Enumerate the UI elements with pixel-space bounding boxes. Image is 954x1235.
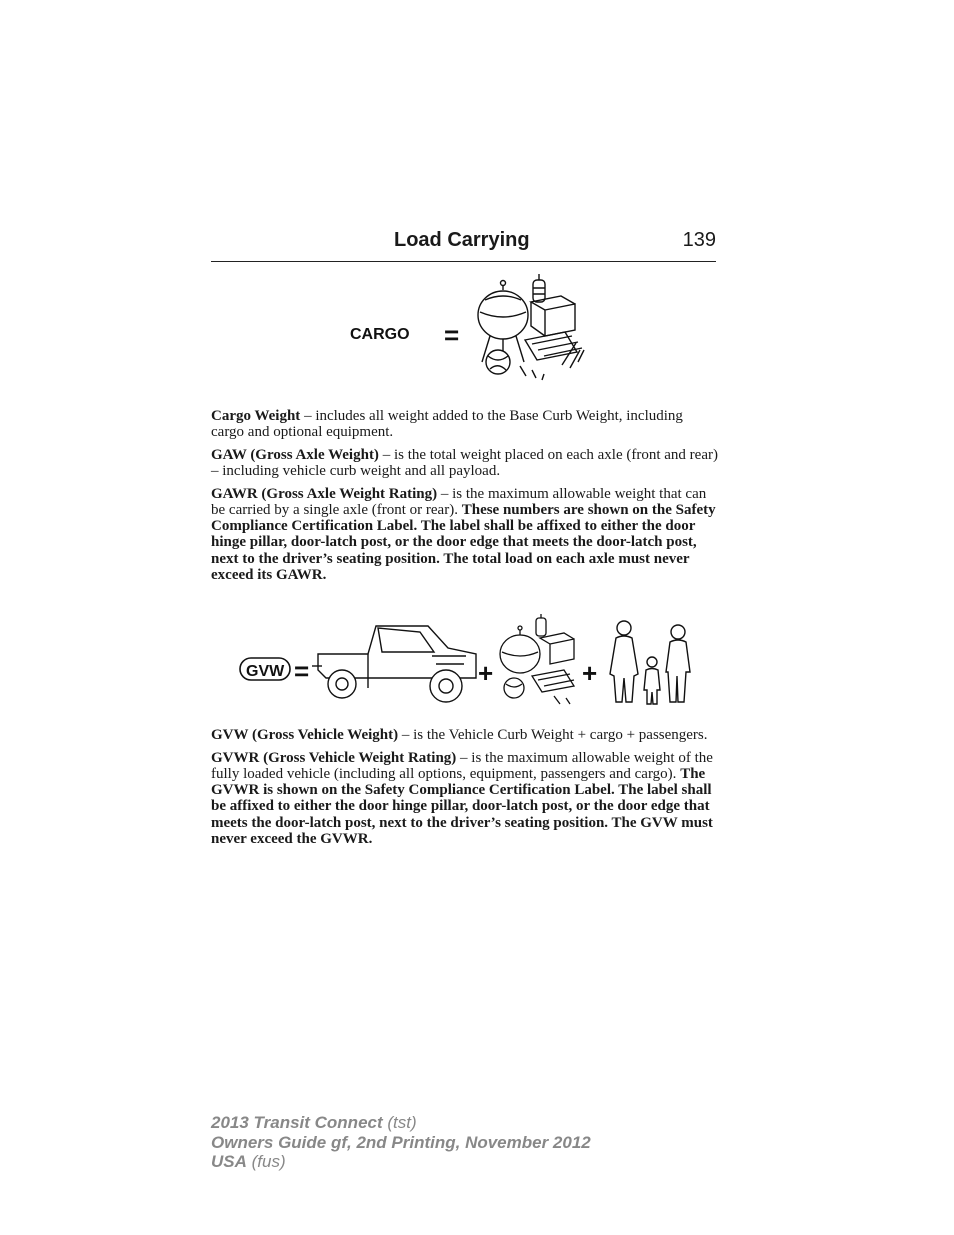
gvwr-paragraph [211, 750, 719, 847]
cargo-weight-paragraph [211, 408, 719, 440]
gawr-desc: – is the maximum allowable weight that can be carried by a single axle (front or rear). [211, 485, 707, 519]
footer-guide: Owners Guide gf, 2nd Printing, November 2012 [211, 1132, 591, 1152]
footer-line-3 [211, 1152, 591, 1172]
footer-vehicle: 2013 Transit Connect [211, 1113, 383, 1132]
gaw-desc: – is the total weight placed on each axle (front and rear) – including vehicle curb weight and all payload. [211, 446, 718, 480]
section-title: Load Carrying [394, 229, 530, 251]
gawr-note: These numbers are shown on the Safety Compliance Certification Label. The label shall be affixed to either the door hinge pillar, door-latch post, or the door edge that meets the door-latch post, next to the driver’s seating position. The total load on each axle must never exceed its GAWR. [211, 502, 716, 583]
gvw-label: GVW [246, 663, 285, 680]
cargo-weight-desc: – includes all weight added to the Base Curb Weight, including cargo and optional equipment. [211, 408, 683, 441]
footer-market-code: (fus) [246, 1152, 286, 1171]
footer-line-1 [211, 1113, 591, 1133]
gawr-paragraph [211, 486, 719, 583]
footer-line-2 [211, 1133, 591, 1153]
cargo-weight-term: Cargo Weight [211, 408, 301, 424]
gvw-equals: = [294, 656, 310, 686]
pickup-truck-icon [312, 626, 476, 702]
cargo-equals: = [444, 320, 460, 350]
body-section-1 [211, 408, 719, 590]
cargo-label: CARGO [350, 326, 410, 343]
cargo-items-icon [478, 274, 584, 380]
gvw-term: GVW (Gross Vehicle Weight) [211, 727, 399, 743]
gaw-paragraph [211, 447, 719, 479]
gvw-plus-2: + [582, 658, 598, 688]
footer-vehicle-code: (tst) [382, 1113, 417, 1132]
cargo-figure [340, 270, 590, 390]
page-header [211, 229, 716, 262]
gawr-term: GAWR (Gross Axle Weight Rating) [211, 485, 438, 502]
gvw-paragraph [211, 727, 719, 743]
gvwr-term: GVWR (Gross Vehicle Weight Rating) [211, 749, 457, 766]
gvw-figure [236, 612, 696, 712]
page-footer [211, 1113, 591, 1172]
gvw-desc: – is the Vehicle Curb Weight + cargo + passengers. [398, 727, 708, 743]
gvwr-desc: – is the maximum allowable weight of the fully loaded vehicle (including all options, equipment, passengers and cargo). [211, 749, 713, 782]
page-number: 139 [682, 229, 716, 251]
footer-market: USA [211, 1152, 247, 1171]
gvw-plus-1: + [478, 658, 494, 688]
gvwr-note: The GVWR is shown on the Safety Compliance Certification Label. The label shall be affixed to either the door hinge pillar, door-latch post, or the door edge that meets the door-latch post, next to the driver’s seating position. The GVW must never exceed the GVWR. [211, 765, 713, 847]
passengers-icon [610, 621, 690, 704]
gaw-term: GAW (Gross Axle Weight) [211, 446, 379, 463]
cargo-items-small-icon [500, 614, 574, 704]
body-section-2 [211, 727, 719, 853]
